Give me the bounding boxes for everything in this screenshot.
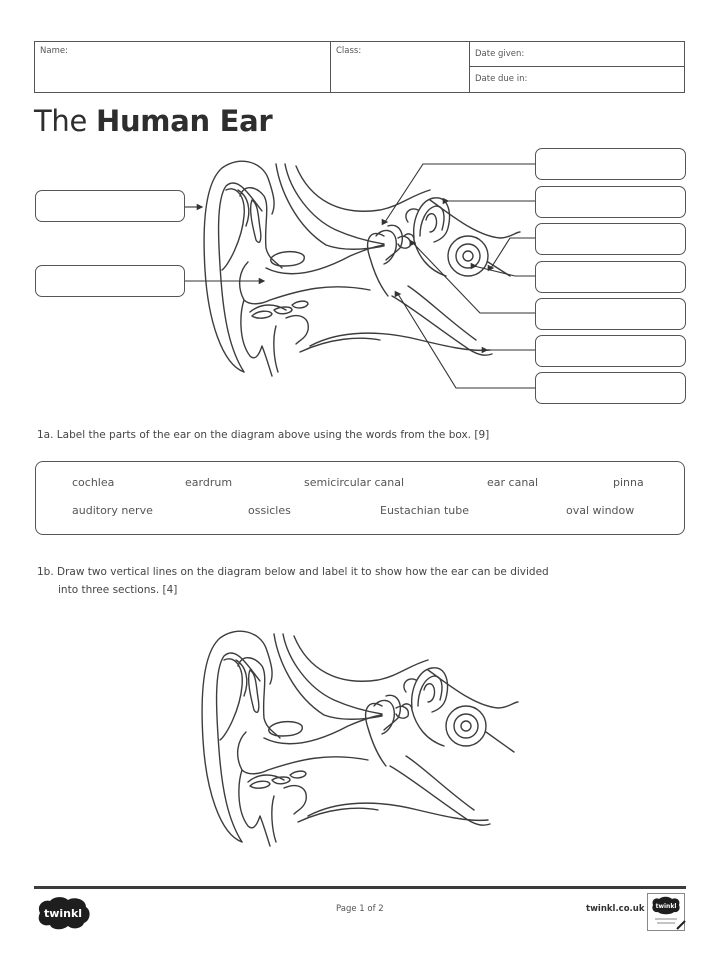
question-1a: 1a. Label the parts of the ear on the diagram above using the words from the box. [9] bbox=[37, 429, 490, 441]
ear-illustration-2 bbox=[202, 631, 518, 846]
word-pinna: pinna bbox=[613, 476, 644, 489]
word-cochlea: cochlea bbox=[72, 476, 115, 489]
word-eardrum: eardrum bbox=[185, 476, 233, 489]
title-bold: Human Ear bbox=[95, 104, 273, 138]
date-given-label: Date given: bbox=[475, 49, 525, 59]
quality-badge bbox=[647, 893, 687, 933]
word-eustachian-tube: Eustachian tube bbox=[380, 504, 470, 517]
word-ear-canal: ear canal bbox=[487, 476, 539, 489]
badge-text: twinkl bbox=[655, 903, 677, 910]
site-link[interactable]: twinkl.co.uk bbox=[586, 904, 645, 914]
page-number: Page 1 of 2 bbox=[336, 904, 384, 914]
logo-text: twinkl bbox=[43, 907, 83, 920]
word-oval-window: oval window bbox=[566, 504, 635, 517]
name-label: Name: bbox=[40, 46, 68, 56]
footer-rule bbox=[34, 886, 686, 889]
date-due-label: Date due in: bbox=[475, 74, 528, 84]
class-label: Class: bbox=[336, 46, 362, 56]
word-auditory-nerve: auditory nerve bbox=[72, 504, 153, 517]
word-semicircular-canal: semicircular canal bbox=[304, 476, 405, 489]
question-1b-line-1: 1b. Draw two vertical lines on the diagram below and label it to show how the ear can be divided bbox=[37, 566, 549, 578]
twinkl-logo[interactable] bbox=[34, 895, 92, 931]
title-light: The bbox=[34, 104, 88, 138]
question-1b-line-2: into three sections. [4] bbox=[58, 584, 178, 596]
word-ossicles: ossicles bbox=[248, 504, 291, 517]
